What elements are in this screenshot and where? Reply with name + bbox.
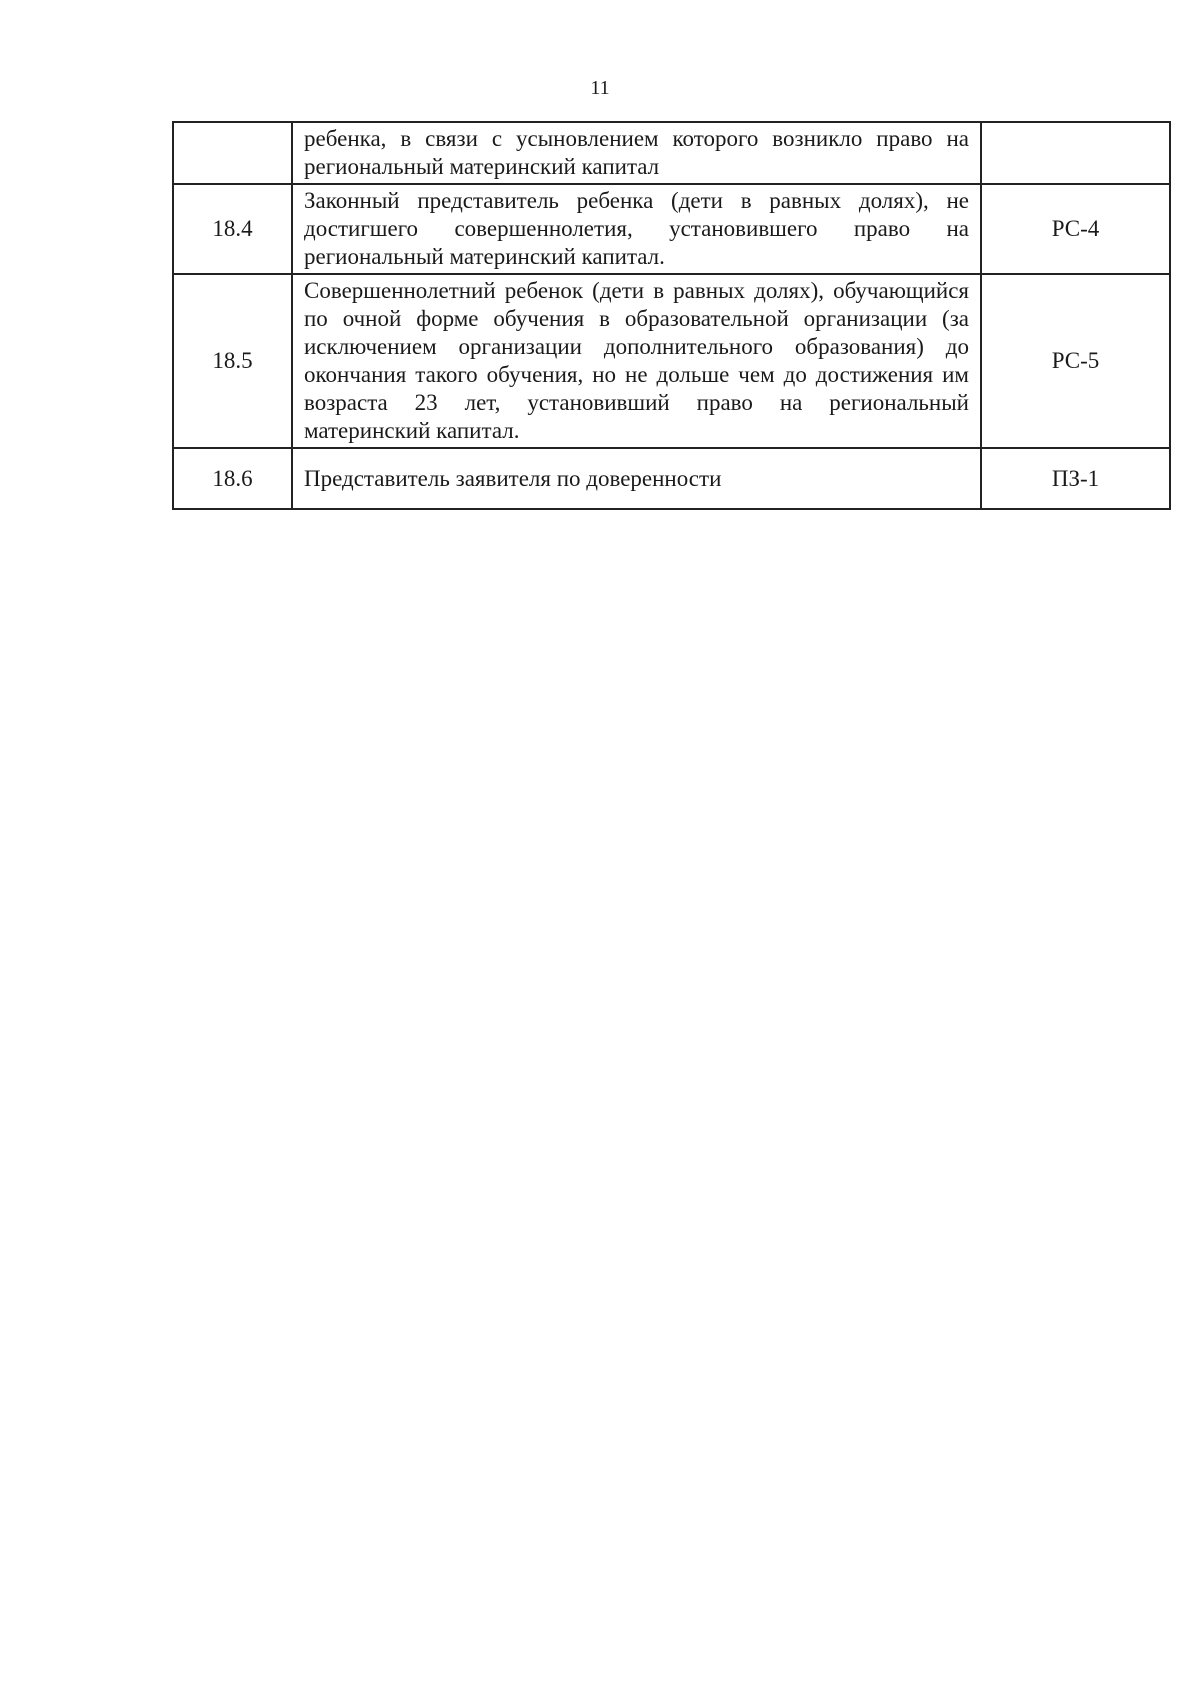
- row-code-cell: РС-5: [981, 274, 1170, 448]
- row-code-cell: ПЗ-1: [981, 448, 1170, 509]
- row-description-cell: Совершеннолетний ребенок (дети в равных долях), обучающийся по очной форме обучения в образовательной организации (за исключением организации дополнительного образования) до окончания такого обучения, но не дольше чем до достижения им возраста 23 лет, установивший право на региональный материнский капитал.: [292, 274, 981, 448]
- table-row: [173, 184, 1170, 274]
- row-code-cell: РС-4: [981, 184, 1170, 274]
- row-number-cell: 18.4: [173, 184, 292, 274]
- table-row: [173, 274, 1170, 448]
- row-number-cell: 18.5: [173, 274, 292, 448]
- row-description-cell: Представитель заявителя по доверенности: [292, 448, 981, 509]
- row-number-cell: 18.6: [173, 448, 292, 509]
- page-number: 11: [590, 77, 610, 99]
- table-row: [173, 122, 1170, 184]
- applicant-categories-table: [172, 121, 1171, 510]
- row-description-cell: Законный представитель ребенка (дети в равных долях), не достигшего совершеннолетия, установившего право на региональный материнский капитал.: [292, 184, 981, 274]
- row-code-cell: [981, 122, 1170, 184]
- row-number-cell: [173, 122, 292, 184]
- table-row: [173, 448, 1170, 509]
- row-description-cell: ребенка, в связи с усыновлением которого возникло право на региональный материнский капитал: [292, 122, 981, 184]
